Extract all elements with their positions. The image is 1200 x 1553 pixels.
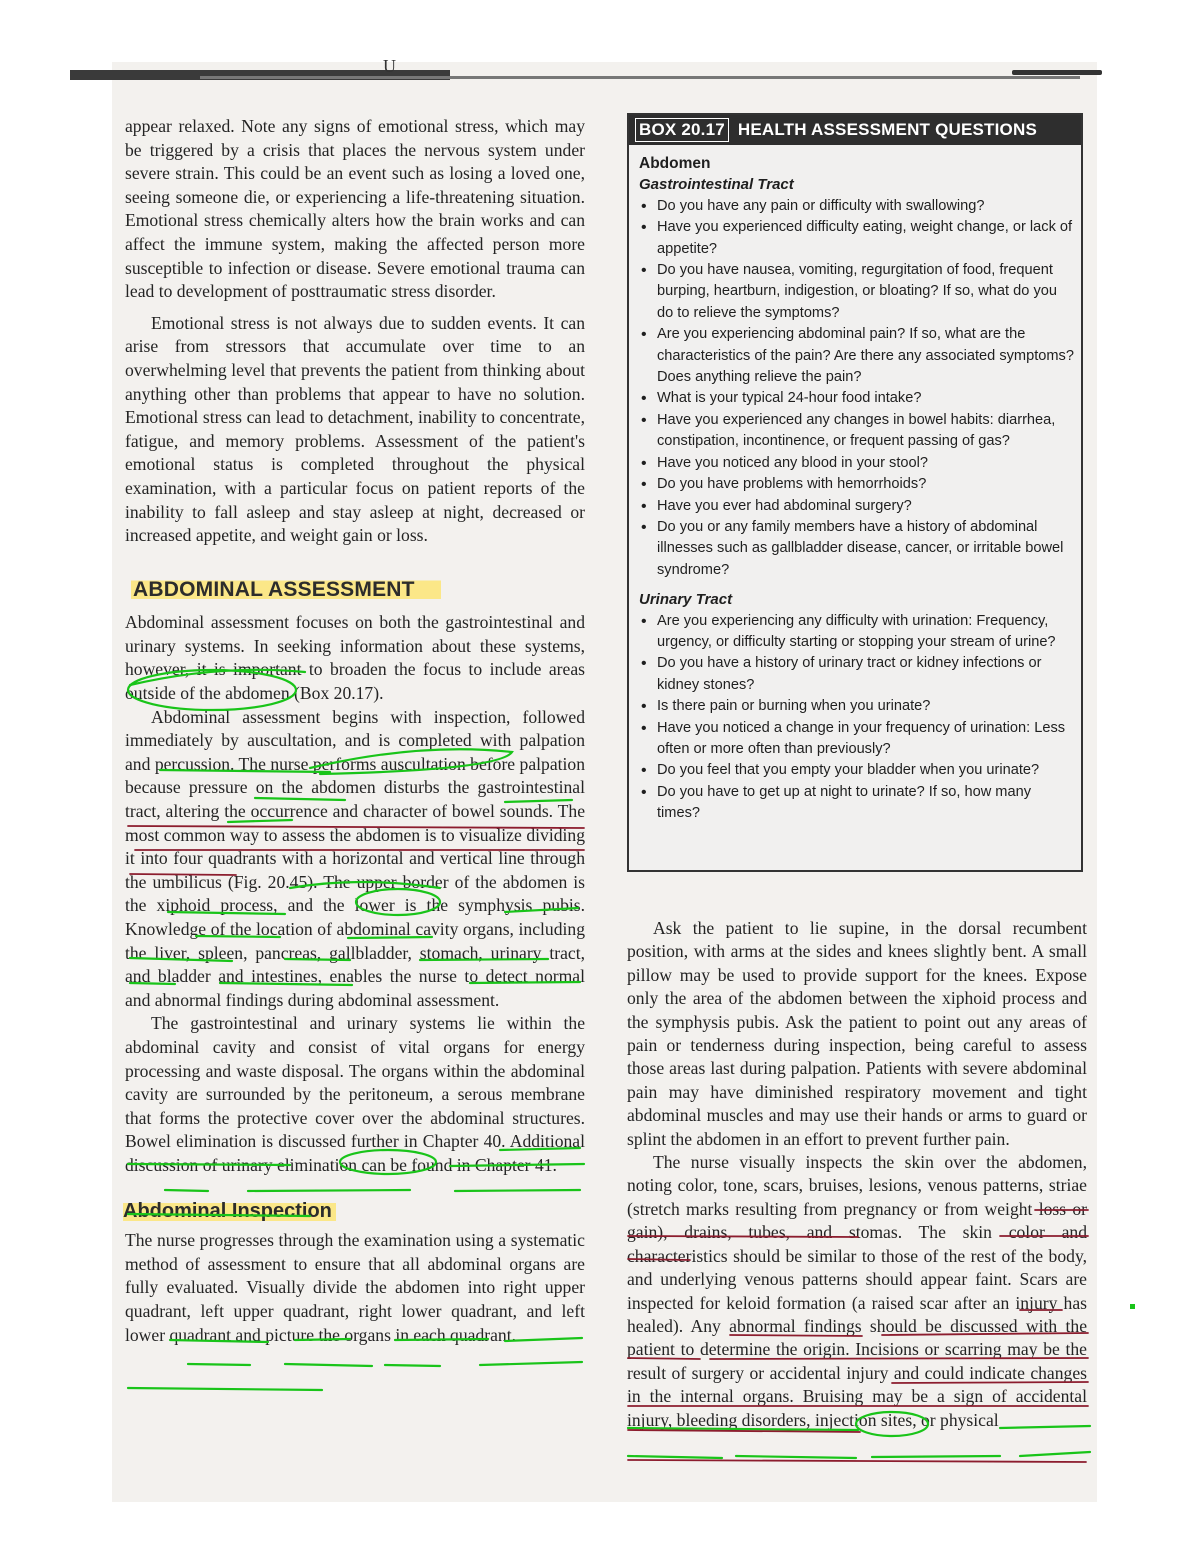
box-title: HEALTH ASSESSMENT QUESTIONS xyxy=(737,120,1037,139)
heading-abdominal-assessment: ABDOMINAL ASSESSMENT xyxy=(131,578,441,602)
intro-paragraph-2: Emotional stress is not always due to sudden events. It can arise from stressors that accumulate over time to an overwhelming level that prevents the patient from thinking about anything other than problems that appear to have no solution. Emotional stress can lead to detachment, inability to concentrate, fatigue, and memory problems. Assessment of the patient's emotional status is completed throughout the physical examination, with a particular focus on patient reports of the inability to fall asleep and stay asleep at night, decreased or increased appetite, and weight gain or loss. xyxy=(125,312,585,546)
health-assessment-questions-box xyxy=(627,113,1083,872)
urinary-question: • Are you experiencing any difficulty with urination: Frequency, urgency, or difficulty starting or stopping your stream of urine? xyxy=(639,611,1075,654)
gi-question: • Have you ever had abdominal surgery? xyxy=(639,496,1075,517)
abdominal-paragraph-3: The gastrointestinal and urinary systems lie within the abdominal cavity and consist of vital organs for energy processing and waste disposal. The organs within the abdominal cavity are surrounded by the peritoneum, a serous membrane that forms the protective cover over the abdominal structures. Bowel elimination is discussed further in Chapter 40. Additional discussion of urinary elimination can be found in Chapter 41. xyxy=(125,1013,585,1175)
inspection-paragraph: The nurse progresses through the examination using a systematic method of assessment to ensure that all abdominal organs are fully evaluated. Visually divide the abdomen into right upper quadrant, left upper quadrant, right lower quadrant, and left lower quadrant and picture the organs in each quadrant. xyxy=(125,1230,585,1345)
margin-ink-dot xyxy=(1130,1304,1135,1309)
gi-question: • Have you experienced difficulty eating, weight change, or lack of appetite? xyxy=(639,217,1075,260)
gi-question: • Have you noticed any blood in your stool? xyxy=(639,453,1075,474)
gi-question: • What is your typical 24-hour food intake? xyxy=(639,388,1075,409)
urinary-question-list xyxy=(639,611,1075,825)
abdominal-paragraph-1: Abdominal assessment focuses on both the gastrointestinal and urinary systems. In seeking information about these systems, however, it is important to broaden the focus to include areas outside of the abdomen (Box 20.17). xyxy=(125,612,585,704)
gi-question-list xyxy=(639,196,1075,581)
gi-question: • Do you or any family members have a history of abdominal illnesses such as gallbladder disease, cancer, or irritable bowel syndrome? xyxy=(639,517,1075,581)
patient-position-paragraph: Ask the patient to lie supine, in the dorsal recumbent position, with arms at the sides and knees slightly bent. A small pillow may be used to provide support for the knees. Expose only the area of the abdomen between the xiphoid process and the symphysis pubis. Ask the patient to point out any areas of pain or tenderness during inspection, being careful to assess those areas last during palpation. Patients with severe abdominal pain may have diminished respiratory movement and tight abdominal muscles and may use their hands or arms to guard or splint the abdomen in an effort to prevent further pain. xyxy=(627,918,1087,1149)
page-header-rule-thin xyxy=(200,76,1080,79)
box-subheading-urinary: Urinary Tract xyxy=(639,591,733,609)
box-number: BOX 20.17 xyxy=(635,118,729,142)
running-header-glyph: U xyxy=(383,56,396,76)
urinary-question: • Do you have to get up at night to urinate? If so, how many times? xyxy=(639,782,1075,825)
intro-paragraph-1: appear relaxed. Note any signs of emotional stress, which may be triggered by a crisis that places the nervous system under severe strain. This could be an event such as losing a loved one, seeing someone die, or experiencing a life-threatening situation. Emotional stress chemically alters how the brain works and can affect the immune system, making the affected person more susceptible to infection or disease. Severe emotional trauma can lead to development of posttraumatic stress disorder. xyxy=(125,116,585,302)
heading-abdominal-inspection: Abdominal Inspection xyxy=(123,1200,336,1224)
gi-question: • Do you have any pain or difficulty with swallowing? xyxy=(639,196,1075,217)
box-subheading-gi: Gastrointestinal Tract xyxy=(639,176,794,194)
abdominal-paragraph-2: Abdominal assessment begins with inspection, followed immediately by auscultation, and is completed with palpation and percussion. The nurse performs auscultation before palpation because pressure on the abdomen disturbs the gastrointestinal tract, altering the occurrence and character of bowel sounds. The most common way to assess the abdomen is to visualize dividing it into four quadrants with a horizontal and vertical line through the umbilicus (Fig. 20.45). The upper border of the abdomen is the xiphoid process, and the lower is the symphysis pubis. Knowledge of the location of abdominal cavity organs, including the liver, spleen, pancreas, gallbladder, stomach, urinary tract, and bladder and intestines, enables the nurse to detect normal and abnormal findings during abdominal assessment. xyxy=(125,706,585,1010)
box-body xyxy=(629,145,1081,825)
skin-inspection-paragraph: The nurse visually inspects the skin over the abdomen, noting color, tone, scars, bruises, lesions, venous patterns, striae (stretch marks resulting from pregnancy or from weight loss or gain), drains, tubes, and stomas. The skin color and characteristics should be similar to those of the rest of the body, and underlying venous patterns should appear faint. Scars are inspected for keloid formation (a raised scar after an injury has healed). Any abnormal findings should be discussed with the patient to determine the origin. Incisions or scarring may be the result of surgery or accidental injury and could indicate changes in the internal organs. Bruising may be a sign of accidental injury, bleeding disorders, injection sites, or physical xyxy=(627,1152,1087,1430)
gi-question: • Do you have problems with hemorrhoids? xyxy=(639,474,1075,495)
left-column xyxy=(125,115,585,1347)
page-header-rule-right xyxy=(1012,70,1102,75)
urinary-question: • Have you noticed a change in your frequency of urination: Less often or more often than previously? xyxy=(639,718,1075,761)
urinary-question: • Do you have a history of urinary tract or kidney infections or kidney stones? xyxy=(639,653,1075,696)
urinary-question: • Do you feel that you empty your bladder when you urinate? xyxy=(639,760,1075,781)
gi-question: • Do you have nausea, vomiting, regurgitation of food, frequent burping, heartburn, indigestion, or bloating? If so, what do you do to relieve the symptoms? xyxy=(639,260,1075,324)
gi-question: • Have you experienced any changes in bowel habits: diarrhea, constipation, incontinence, or frequent passing of gas? xyxy=(639,410,1075,453)
box-section-abdomen: Abdomen xyxy=(639,155,711,172)
box-title-bar xyxy=(629,115,1081,145)
urinary-question: • Is there pain or burning when you urinate? xyxy=(639,696,1075,717)
gi-question: • Are you experiencing abdominal pain? If so, what are the characteristics of the pain? Are there any associated symptoms? Does anything relieve the pain? xyxy=(639,324,1075,388)
right-column xyxy=(627,917,1087,1432)
